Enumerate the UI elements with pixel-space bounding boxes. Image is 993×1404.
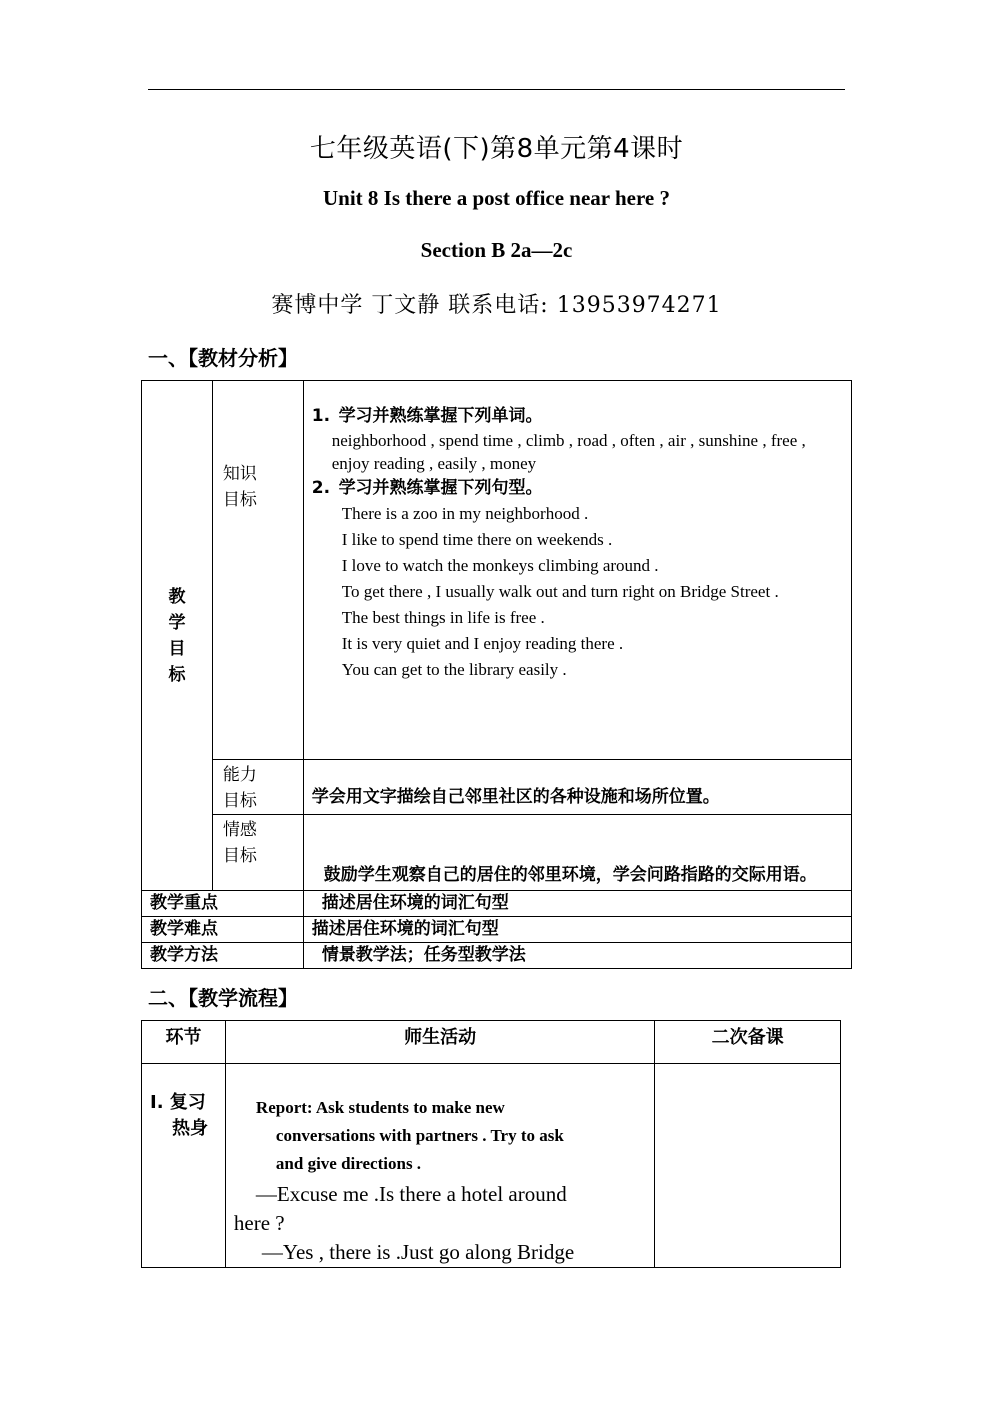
- difficulties-label: 教学难点: [142, 917, 304, 943]
- author-line: 赛博中学 丁文静 联系电话: 13953974271: [271, 293, 722, 318]
- header-rule: [148, 89, 845, 90]
- analysis-table: [141, 380, 852, 969]
- step-review-warmup: I. 复习 热身: [142, 1064, 226, 1268]
- knowledge-goal-content: 1. 学习并熟练掌握下列单词。 neighborhood , spend time , climb , road , often , air , sunshine , free , enjoy reading , easily , money 2. 学习并熟练掌握下列句型。 There is a zoo in my neighborhood . I like to spend time there on weekends . I love to watch the monkeys climbing around . To get there , I usually walk out and turn right on Bridge Street . The best things in life is free . It is very quiet and I enjoy reading there . You can get to the library easily .: [303, 381, 851, 760]
- section-heading-process: 二、【教学流程】: [148, 986, 298, 1010]
- dialog-line: —Excuse me .Is there a hotel around: [255, 1182, 567, 1206]
- teaching-goal-label: 教 学 目 标: [142, 381, 213, 891]
- section-heading-analysis: 一、【教材分析】: [148, 346, 298, 370]
- sentence: There is a zoo in my neighborhood .: [341, 504, 589, 523]
- report-instruction: Report: Ask students to make new conversations with partners . Try to ask and give directions .: [255, 1098, 564, 1173]
- unit-title: Unit 8 Is there a post office near here ?: [322, 186, 671, 210]
- sentence: You can get to the library easily .: [341, 660, 567, 679]
- column-header-notes: 二次备课: [655, 1021, 841, 1064]
- dialog-line: here ?: [233, 1211, 285, 1235]
- column-header-step: 环节: [142, 1021, 226, 1064]
- vocabulary-line: neighborhood , spend time , climb , road , often , air , sunshine , free ,: [331, 431, 806, 450]
- methods-label: 教学方法: [142, 943, 304, 969]
- sentence: I love to watch the monkeys climbing around .: [341, 556, 659, 575]
- sentence: It is very quiet and I enjoy reading there .: [341, 634, 624, 653]
- activity-cell: [225, 1064, 654, 1268]
- dialog-line: —Yes , there is .Just go along Bridge: [261, 1240, 575, 1264]
- ability-goal-text: 学会用文字描绘自己邻里社区的各种设施和场所位置。: [303, 760, 851, 815]
- sentence: I like to spend time there on weekends .: [341, 530, 613, 549]
- vocabulary-line: enjoy reading , easily , money: [331, 454, 537, 473]
- ability-goal-label: 能力 目标: [212, 760, 303, 815]
- notes-cell: [655, 1064, 841, 1268]
- methods-text: 情景教学法；任务型教学法: [303, 943, 851, 969]
- emotion-goal-label: 情感 目标: [212, 815, 303, 891]
- key-points-label: 教学重点: [142, 891, 304, 917]
- sentence: To get there , I usually walk out and turn right on Bridge Street .: [341, 582, 779, 601]
- knowledge-goal-label: 知识 目标: [212, 381, 303, 760]
- lesson-title: 七年级英语(下)第8单元第4课时: [309, 134, 684, 164]
- sentence: The best things in life is free .: [341, 608, 545, 627]
- section-title: Section B 2a—2c: [420, 238, 573, 262]
- difficulties-text: 描述居住环境的词汇句型: [303, 917, 851, 943]
- column-header-activity: 师生活动: [225, 1021, 654, 1064]
- process-table: [141, 1020, 841, 1268]
- emotion-goal-text: 鼓励学生观察自己的居住的邻里环境，学会问路指路的交际用语。: [303, 815, 851, 891]
- key-points-text: 描述居住环境的词汇句型: [303, 891, 851, 917]
